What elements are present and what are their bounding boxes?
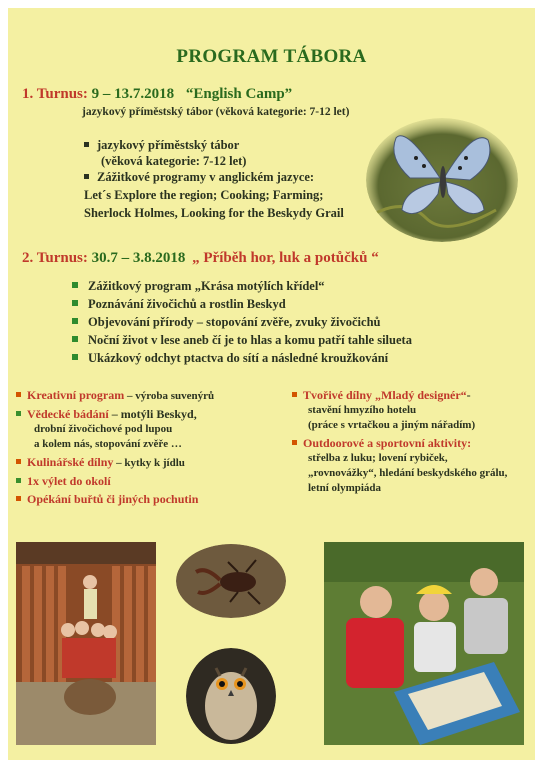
list-item-title: Kulinářské dílny	[27, 455, 114, 469]
list-item-line: (práce s vrtačkou a jiným nářadím)	[308, 419, 476, 431]
turnus2-item	[72, 315, 380, 330]
turnus2-item	[72, 279, 325, 294]
list-item-title: Outdoorové a sportovní aktivity:	[303, 436, 472, 450]
turnus2-heading-line	[22, 250, 379, 267]
list-item-text: – motýli Beskyd,	[108, 407, 197, 421]
bullet-square	[16, 411, 21, 416]
turnus2-item-text: Objevování přírody – stopování zvěře, zvuky živočichů	[88, 315, 381, 329]
kids-nature-image	[324, 542, 524, 745]
turnus1-bullet2-line1: Zážitkové programy v anglickém jazyce:	[97, 170, 315, 184]
bullet-square	[292, 440, 297, 445]
turnus2-item	[72, 297, 286, 312]
page-title: PROGRAM TÁBORA	[176, 46, 367, 67]
owl-icon	[186, 648, 276, 744]
bullet-square	[72, 318, 78, 324]
turnus2-item-text: Noční život v lese aneb čí je to hlas a komu patří tahle silueta	[88, 333, 412, 347]
turnus2-name: „ Příběh hor, luk a potůčků “	[192, 250, 379, 266]
list-item	[292, 436, 507, 451]
turnus2-label: 2. Turnus:	[22, 250, 88, 266]
turnus2-item-text: Zážitkový program „Krása motýlích křídel“	[88, 279, 325, 293]
list-item	[16, 474, 214, 489]
turnus1-bullet1	[84, 138, 239, 153]
list-item	[292, 388, 507, 403]
turnus1-name: “English Camp”	[185, 86, 293, 102]
list-item-line: a kolem nás, stopování zvěře …	[34, 438, 182, 450]
turnus1-heading-line	[22, 86, 292, 103]
turnus1-bullet2-line2: Let´s Explore the region; Cooking; Farming;	[84, 188, 324, 202]
bullet-square	[16, 392, 21, 397]
list-item-line: letní olympiáda	[308, 482, 382, 494]
list-item-title: Tvořivé dílny „Mladý designér“	[303, 388, 467, 402]
bullet-square	[292, 392, 297, 397]
kids-hut-photo	[16, 542, 156, 745]
turnus1-bullet1-line1: jazykový příměstský tábor	[97, 138, 240, 152]
butterfly-icon	[366, 118, 518, 242]
turnus1-bullet2	[84, 170, 314, 185]
list-item-line: drobní živočichové pod lupou	[34, 423, 173, 435]
list-item	[16, 492, 214, 507]
list-item-text: – kytky k jídlu	[113, 457, 185, 469]
kids-nature-photo	[324, 542, 524, 745]
list-item-title: Kreativní program	[27, 388, 125, 402]
list-item-title: 1x výlet do okolí	[27, 474, 111, 488]
turnus1-label: 1. Turnus:	[22, 86, 88, 102]
bullet-square	[84, 174, 89, 179]
butterfly-photo	[366, 118, 518, 242]
turnus1-bullet1-line2: (věková kategorie: 7-12 let)	[101, 154, 247, 168]
turnus2-item-text: Ukázkový odchyt ptactva do sítí a následné kroužkování	[88, 351, 389, 365]
list-item	[16, 388, 214, 404]
list-item-title: Opékání buřtů či jiných pochutin	[27, 492, 199, 506]
beetle-icon	[176, 544, 286, 618]
list-item-line: „rovnovážky“, hledání beskydského grálu,	[308, 467, 508, 479]
turnus2-dates: 30.7 – 3.8.2018	[91, 250, 186, 266]
stag-beetle-photo	[176, 544, 286, 618]
list-item	[16, 455, 214, 471]
turnus2-item	[72, 351, 388, 366]
left-activity-list	[16, 388, 214, 507]
turnus1-bullet2-line3: Sherlock Holmes, Looking for the Beskydy Grail	[84, 206, 344, 220]
bullet-square	[72, 336, 78, 342]
turnus1-subtitle: jazykový příměstský tábor (věková kategorie: 7-12 let)	[82, 106, 350, 118]
right-activity-list	[292, 388, 507, 496]
list-item	[16, 407, 214, 422]
bullet-square	[72, 354, 78, 360]
list-item-title: Vědecké bádání	[27, 407, 109, 421]
bullet-square	[16, 478, 21, 483]
list-item-text: – výroba suvenýrů	[124, 390, 215, 402]
poster-page	[8, 8, 535, 760]
bullet-square	[16, 496, 21, 501]
turnus2-item	[72, 333, 412, 348]
kids-photo-image	[16, 542, 156, 745]
list-item-line: střelba z luku; lovení rybiček,	[308, 452, 448, 464]
owl-photo	[186, 648, 276, 744]
bullet-square	[72, 282, 78, 288]
bullet-square	[72, 300, 78, 306]
bullet-square	[84, 142, 89, 147]
list-item-line: stavění hmyzího hotelu	[308, 404, 417, 416]
turnus1-dates: 9 – 13.7.2018	[91, 86, 175, 102]
list-item-text: -	[466, 388, 471, 402]
bullet-square	[16, 459, 21, 464]
turnus2-item-text: Poznávání živočichů a rostlin Beskyd	[88, 297, 286, 311]
